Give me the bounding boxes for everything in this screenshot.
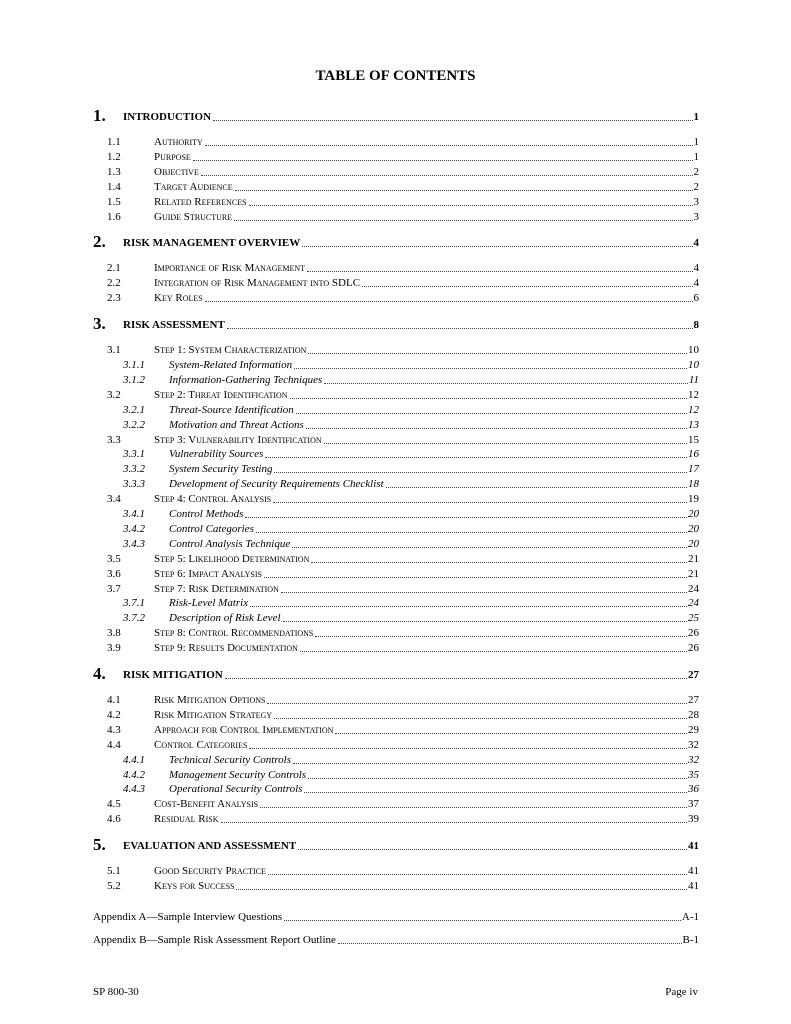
toc-entry-number: 3.3.3 bbox=[123, 478, 145, 491]
toc-entry-page: 4 bbox=[693, 237, 699, 250]
toc-entry-label: Control Categories bbox=[154, 738, 248, 751]
toc-entry[interactable] bbox=[93, 752, 699, 767]
toc-entry-label: Authority bbox=[154, 136, 203, 148]
page-footer bbox=[93, 986, 698, 998]
toc-entry-page: 27 bbox=[688, 694, 699, 706]
toc-entry-number: 3.2 bbox=[107, 388, 121, 401]
dot-leader bbox=[274, 472, 687, 473]
toc-entry[interactable] bbox=[93, 357, 699, 372]
toc-entry-label: Motivation and Threat Actions bbox=[169, 418, 304, 431]
toc-entry-number: 4.4.2 bbox=[123, 768, 145, 781]
dot-leader bbox=[307, 271, 692, 272]
toc-entry-page: 25 bbox=[688, 612, 699, 625]
toc-entry[interactable] bbox=[93, 461, 699, 476]
toc-entry[interactable] bbox=[93, 722, 699, 737]
appendix-label: Appendix A—Sample Interview Questions bbox=[93, 910, 283, 923]
toc-entry-number: 3.1 bbox=[107, 344, 121, 357]
toc-entry-number: 3.2.2 bbox=[123, 418, 145, 431]
toc-entry[interactable] bbox=[93, 595, 699, 610]
toc-entry-number: 3.4.3 bbox=[123, 537, 145, 550]
dot-leader bbox=[227, 328, 693, 329]
toc-entry-page: 26 bbox=[688, 627, 699, 640]
dot-leader bbox=[284, 920, 681, 921]
dot-leader bbox=[250, 606, 687, 607]
toc-entry-page: 41 bbox=[688, 865, 699, 878]
dot-leader bbox=[201, 175, 693, 176]
toc-entry-number: 3.3 bbox=[107, 433, 121, 446]
toc-entry-number: 3.8 bbox=[107, 627, 121, 640]
toc-entry[interactable] bbox=[93, 767, 699, 782]
toc-entry-page: 41 bbox=[688, 840, 699, 853]
toc-entry-label: Description of Risk Level bbox=[169, 612, 281, 625]
appendix-page: B-1 bbox=[682, 933, 699, 946]
toc-entry-number: 3.4 bbox=[107, 493, 121, 506]
toc-entry[interactable] bbox=[93, 521, 699, 536]
toc-entry-number: 3.4.1 bbox=[123, 508, 145, 520]
dot-leader bbox=[324, 383, 688, 384]
toc-entry-page: 13 bbox=[688, 418, 699, 431]
toc-entry[interactable] bbox=[93, 372, 699, 387]
toc-entry-label: Good Security Practice bbox=[154, 865, 266, 878]
toc-entry-label: System-Related Information bbox=[169, 359, 293, 371]
toc-entry-number: 5. bbox=[93, 835, 106, 855]
toc-entry-number: 4.4 bbox=[107, 738, 121, 751]
appendix-page: A-1 bbox=[681, 910, 699, 923]
toc-entry[interactable] bbox=[93, 164, 699, 179]
toc-entry[interactable] bbox=[93, 194, 699, 209]
toc-entry-number: 1.6 bbox=[107, 210, 121, 223]
toc-entry-number: 3. bbox=[93, 314, 106, 334]
toc-entry-label: Vulnerability Sources bbox=[169, 448, 264, 461]
toc-entry-label: Approach for Control Implementation bbox=[154, 723, 334, 736]
toc-entry[interactable] bbox=[93, 491, 699, 506]
document-id: SP 800-30 bbox=[93, 986, 139, 998]
toc-entry-label: Step 4: Control Analysis bbox=[154, 493, 272, 506]
toc-entry-label: Risk Mitigation Strategy bbox=[154, 708, 273, 721]
toc-entry-page: 41 bbox=[688, 880, 699, 892]
toc-entry-number: 2.2 bbox=[107, 277, 121, 290]
toc-entry-page: 3 bbox=[693, 210, 699, 223]
toc-entry-number: 3.4.2 bbox=[123, 522, 145, 535]
toc-entry-number: 1. bbox=[93, 106, 106, 125]
toc-entry[interactable] bbox=[93, 835, 699, 855]
toc-entry-label: Control Analysis Technique bbox=[169, 537, 291, 550]
toc-entry-number: 3.3.1 bbox=[123, 448, 145, 461]
toc-entry-label: Residual Risk bbox=[154, 813, 219, 826]
toc-entry-label: Step 1: System Characterization bbox=[154, 344, 307, 357]
toc-entry-page: 4 bbox=[693, 277, 699, 290]
toc-entry-number: 1.1 bbox=[107, 136, 121, 148]
toc-entry-page: 2 bbox=[693, 165, 699, 178]
toc-entry-page: 32 bbox=[688, 738, 699, 751]
dot-leader bbox=[260, 807, 687, 808]
toc-entry-page: 21 bbox=[688, 567, 699, 580]
toc-entry[interactable] bbox=[93, 149, 699, 164]
toc-entry-page: 19 bbox=[688, 493, 699, 506]
appendix-label: Appendix B—Sample Risk Assessment Report Outline bbox=[93, 933, 336, 946]
toc-entry-label: INTRODUCTION bbox=[123, 111, 212, 123]
toc-entry-page: 28 bbox=[688, 708, 699, 721]
toc-entry-page: 10 bbox=[688, 359, 699, 371]
toc-entry-label: Step 8: Control Recommendations bbox=[154, 627, 314, 640]
toc-entry-page: 2 bbox=[693, 180, 699, 193]
toc-entry-number: 4.6 bbox=[107, 813, 121, 826]
toc-entry-page: 32 bbox=[688, 753, 699, 766]
toc-entry-page: 1 bbox=[693, 111, 699, 123]
toc-entry[interactable] bbox=[93, 796, 699, 811]
toc-entry[interactable] bbox=[93, 863, 699, 878]
toc-entry[interactable] bbox=[93, 387, 699, 402]
toc-entry-page: 6 bbox=[693, 292, 699, 305]
dot-leader bbox=[235, 190, 693, 191]
toc-entry-page: 15 bbox=[688, 433, 699, 446]
toc-entry[interactable] bbox=[93, 692, 699, 707]
toc-entry-label: Integration of Risk Management into SDLC bbox=[154, 277, 361, 290]
dot-leader bbox=[308, 353, 687, 354]
dot-leader bbox=[294, 368, 687, 369]
dot-leader bbox=[245, 517, 687, 518]
dot-leader bbox=[249, 748, 687, 749]
toc-entry-page: 24 bbox=[688, 597, 699, 610]
toc-entry[interactable] bbox=[93, 707, 699, 722]
dot-leader bbox=[274, 718, 687, 719]
toc-entry[interactable] bbox=[93, 134, 699, 149]
toc-entry-page: 21 bbox=[688, 552, 699, 565]
toc-entry[interactable] bbox=[93, 417, 699, 432]
dot-leader bbox=[306, 428, 687, 429]
toc-entry-page: 18 bbox=[688, 478, 699, 491]
toc-entry-page: 20 bbox=[688, 537, 699, 550]
toc-entry-label: Importance of Risk Management bbox=[154, 262, 306, 275]
toc-entry-page: 4 bbox=[693, 262, 699, 275]
toc-entry-page: 39 bbox=[688, 813, 699, 826]
toc-entry-label: Keys for Success bbox=[154, 880, 235, 892]
dot-leader bbox=[256, 532, 687, 533]
toc-entry-number: 3.6 bbox=[107, 567, 121, 580]
toc-entry-label: RISK ASSESSMENT bbox=[123, 319, 225, 332]
toc-entry[interactable] bbox=[93, 610, 699, 625]
toc-entry-page: 24 bbox=[688, 582, 699, 595]
toc-entry[interactable] bbox=[93, 446, 699, 461]
dot-leader bbox=[249, 205, 693, 206]
toc-entry-label: Related References bbox=[154, 195, 247, 208]
toc-entry-number: 5.1 bbox=[107, 865, 121, 878]
toc-entry-label: Step 5: Likelihood Determination bbox=[154, 552, 310, 565]
dot-leader bbox=[300, 651, 687, 652]
toc-entry[interactable] bbox=[93, 581, 699, 596]
toc-entry-number: 4. bbox=[93, 664, 106, 683]
toc-entry-label: Step 2: Threat Identification bbox=[154, 388, 288, 401]
toc-entry-page: 11 bbox=[688, 373, 699, 386]
dot-leader bbox=[264, 577, 687, 578]
toc-entry[interactable] bbox=[93, 275, 699, 290]
toc-entry[interactable] bbox=[93, 106, 699, 125]
toc-entry-number: 3.3.2 bbox=[123, 463, 145, 476]
toc-entry-number: 2.3 bbox=[107, 292, 121, 305]
toc-entry-label: RISK MANAGEMENT OVERVIEW bbox=[123, 237, 301, 250]
toc-entry-label: Key Roles bbox=[154, 292, 203, 305]
toc-entry-label: Cost-Benefit Analysis bbox=[154, 798, 259, 811]
toc-entry[interactable] bbox=[93, 402, 699, 417]
toc-entry-number: 2.1 bbox=[107, 262, 121, 275]
dot-leader bbox=[298, 849, 687, 850]
dot-leader bbox=[324, 443, 687, 444]
dot-leader bbox=[302, 246, 692, 247]
toc-entry[interactable] bbox=[93, 737, 699, 752]
toc-entry-label: Information-Gathering Techniques bbox=[169, 373, 323, 386]
dot-leader bbox=[205, 145, 693, 146]
toc-entry-label: Control Methods bbox=[169, 508, 244, 520]
dot-leader bbox=[267, 703, 687, 704]
toc-entry-number: 2. bbox=[93, 232, 106, 252]
toc-entry-page: 37 bbox=[688, 798, 699, 811]
toc-entry[interactable] bbox=[93, 664, 699, 683]
toc-entry-number: 3.9 bbox=[107, 642, 121, 655]
toc-entry-page: 17 bbox=[688, 463, 699, 476]
toc-entry-label: Development of Security Requirements Checklist bbox=[169, 478, 384, 491]
toc-entry-label: Step 6: Impact Analysis bbox=[154, 567, 262, 580]
toc-entry-label: Step 3: Vulnerability Identification bbox=[154, 433, 322, 446]
toc-entry-number: 4.4.3 bbox=[123, 783, 145, 796]
toc-entry[interactable] bbox=[93, 551, 699, 566]
toc-entry[interactable] bbox=[93, 432, 699, 447]
toc-entry-number: 3.1.1 bbox=[123, 359, 145, 371]
page-title: TABLE OF CONTENTS bbox=[315, 68, 476, 84]
toc-entry[interactable] bbox=[93, 781, 699, 796]
toc-entry-page: 35 bbox=[688, 768, 699, 781]
toc-entry-number: 4.5 bbox=[107, 798, 121, 811]
dot-leader bbox=[283, 621, 687, 622]
appendix-entry[interactable] bbox=[93, 932, 699, 947]
toc-entry-label: RISK MITIGATION bbox=[123, 669, 223, 681]
toc-entry[interactable] bbox=[93, 640, 699, 655]
toc-entry-page: 20 bbox=[688, 508, 699, 520]
toc-entry-label: Objective bbox=[154, 165, 199, 178]
dot-leader bbox=[213, 120, 692, 121]
toc-entry[interactable] bbox=[93, 536, 699, 551]
appendix-entry[interactable] bbox=[93, 909, 699, 924]
toc-entry-number: 5.2 bbox=[107, 880, 121, 892]
toc-entry-number: 3.2.1 bbox=[123, 403, 145, 416]
toc-entry[interactable] bbox=[93, 290, 699, 305]
dot-leader bbox=[268, 874, 687, 875]
toc-entry-label: Purpose bbox=[154, 150, 191, 163]
toc-entry-number: 3.7.1 bbox=[123, 597, 145, 610]
toc-entry[interactable] bbox=[93, 209, 699, 224]
dot-leader bbox=[265, 457, 687, 458]
toc-entry-number: 4.3 bbox=[107, 723, 121, 736]
dot-leader bbox=[281, 592, 687, 593]
toc-entry[interactable] bbox=[93, 342, 699, 357]
toc-entry-number: 1.4 bbox=[107, 180, 121, 193]
dot-leader bbox=[338, 943, 682, 944]
toc-entry[interactable] bbox=[93, 811, 699, 826]
toc-entry-page: 1 bbox=[693, 150, 699, 163]
dot-leader bbox=[234, 220, 692, 221]
toc-entry-number: 4.4.1 bbox=[123, 753, 145, 766]
toc-entry-page: 36 bbox=[688, 783, 699, 796]
dot-leader bbox=[205, 301, 693, 302]
dot-leader bbox=[193, 160, 693, 161]
toc-entry-number: 3.7.2 bbox=[123, 612, 145, 625]
dot-leader bbox=[225, 678, 687, 679]
dot-leader bbox=[386, 487, 687, 488]
toc-entry-label: System Security Testing bbox=[169, 463, 273, 476]
toc-entry[interactable] bbox=[93, 566, 699, 581]
toc-entry[interactable] bbox=[93, 625, 699, 640]
dot-leader bbox=[296, 413, 687, 414]
dot-leader bbox=[308, 778, 687, 779]
toc-entry-number: 3.7 bbox=[107, 582, 121, 595]
dot-leader bbox=[273, 502, 687, 503]
toc-entry[interactable] bbox=[93, 179, 699, 194]
page-number: Page iv bbox=[665, 986, 698, 998]
toc-entry-label: Management Security Controls bbox=[169, 768, 307, 781]
toc-entry-label: Risk-Level Matrix bbox=[169, 597, 249, 610]
toc-entry-label: Step 7: Risk Determination bbox=[154, 582, 279, 595]
dot-leader bbox=[335, 733, 687, 734]
dot-leader bbox=[304, 792, 687, 793]
toc-entry-page: 12 bbox=[688, 403, 699, 416]
toc-entry-label: Step 9: Results Documentation bbox=[154, 642, 298, 655]
dot-leader bbox=[290, 398, 687, 399]
toc-entry-number: 4.2 bbox=[107, 708, 121, 721]
dot-leader bbox=[292, 547, 687, 548]
dot-leader bbox=[315, 636, 687, 637]
toc-entry-label: Threat-Source Identification bbox=[169, 403, 294, 416]
dot-leader bbox=[362, 286, 692, 287]
toc-entry-number: 3.1.2 bbox=[123, 373, 145, 386]
toc-entry[interactable] bbox=[93, 476, 699, 491]
toc-entry[interactable] bbox=[93, 232, 699, 252]
toc-entry-label: Technical Security Controls bbox=[169, 753, 292, 766]
dot-leader bbox=[221, 822, 687, 823]
toc-entry[interactable] bbox=[93, 878, 699, 893]
toc-entry-number: 1.5 bbox=[107, 195, 121, 208]
toc-entry-page: 12 bbox=[688, 388, 699, 401]
toc-entry[interactable] bbox=[93, 506, 699, 521]
toc-entry-page: 26 bbox=[688, 642, 699, 655]
toc-entry-number: 1.2 bbox=[107, 150, 121, 163]
toc-entry-label: Control Categories bbox=[169, 522, 254, 535]
toc-entry-page: 8 bbox=[693, 319, 699, 332]
toc-entry-label: Guide Structure bbox=[154, 210, 233, 223]
toc-entry-number: 1.3 bbox=[107, 165, 121, 178]
toc-entry-page: 16 bbox=[688, 448, 699, 461]
dot-leader bbox=[311, 562, 687, 563]
dot-leader bbox=[293, 763, 687, 764]
toc-entry[interactable] bbox=[93, 260, 699, 275]
dot-leader bbox=[236, 889, 687, 890]
toc-entry[interactable] bbox=[93, 314, 699, 334]
toc-entry-label: Risk Mitigation Options bbox=[154, 694, 266, 706]
toc-entry-number: 3.5 bbox=[107, 552, 121, 565]
toc-entry-label: Operational Security Controls bbox=[169, 783, 303, 796]
toc-entry-page: 1 bbox=[693, 136, 699, 148]
toc-entry-page: 27 bbox=[688, 669, 699, 681]
toc-entry-page: 10 bbox=[688, 344, 699, 357]
toc-entry-page: 20 bbox=[688, 522, 699, 535]
toc-entry-number: 4.1 bbox=[107, 694, 121, 706]
toc-entry-label: EVALUATION AND ASSESSMENT bbox=[123, 840, 297, 853]
toc-entry-page: 3 bbox=[693, 195, 699, 208]
toc-entry-page: 29 bbox=[688, 723, 699, 736]
toc-entry-label: Target Audience bbox=[154, 180, 233, 193]
